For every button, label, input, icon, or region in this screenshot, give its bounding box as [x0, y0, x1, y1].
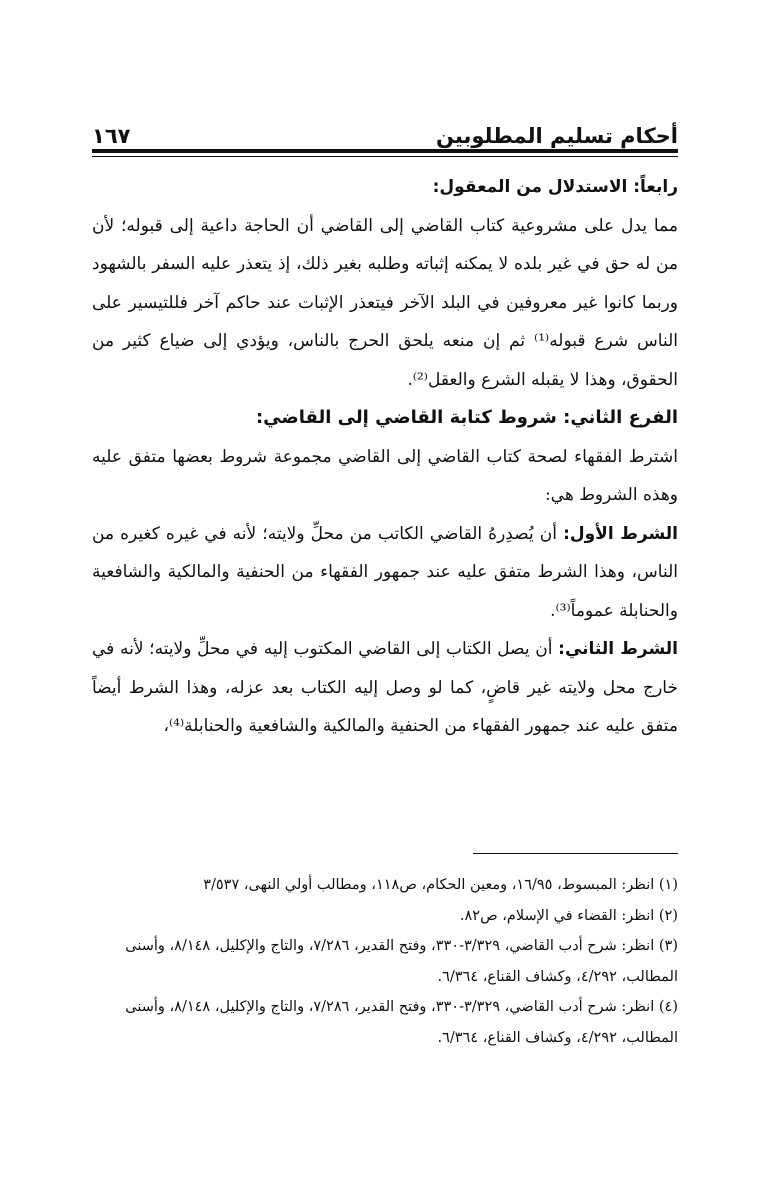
condition-first-label: الشرط الأول:: [563, 523, 678, 544]
running-title: أحكام تسليم المطلوبين: [435, 124, 678, 148]
footnotes: [92, 870, 678, 1053]
condition-second: [92, 630, 678, 746]
section-heading: الفرع الثاني: شروط كتابة القاضي إلى القاضي:: [255, 407, 678, 428]
footnote-1: (١) انظر: المبسوط، ١٦/٩٥، ومعين الحكام، ص١١٨، ومطالب أولي النهى، ٣/٥٣٧: [203, 877, 678, 893]
paragraph-conditions-intro: اشترط الفقهاء لصحة كتاب القاضي إلى القاضي مجموعة شروط بعضها متفق عليه وهذه الشروط هي:: [92, 446, 678, 505]
header-rule-thin: [92, 156, 678, 157]
condition-second-label: الشرط الثاني:: [558, 639, 678, 659]
paragraph-reasoning: مما يدل على مشروعية كتاب القاضي إلى القاضي أن الحاجة داعية إلى قبوله؛ لأن من له حق في غير بلده لا يمكنه إثباته وطلبه بغير ذلك، إذ يتعذر عليه السفر بالشهود وربما كانوا غير معروفين في البلد الآخر فيتعذر الإثبات عند حاكم آخر فللتيسير على الناس شرع قبوله⁽¹⁾ ثم إن منعه يلحق الحرج بالناس، ويؤدي إلى ضياع كثير من الحقوق، وهذا لا يقبله الشرع والعقل⁽²⁾.: [92, 215, 678, 390]
main-text: [92, 168, 678, 746]
running-header: [92, 112, 678, 148]
header-rule-thick: [92, 149, 678, 153]
footnote-4: (٤) انظر: شرح أدب القاضي، ٣/٣٢٩-٣٣٠، وفتح القدير، ٧/٢٨٦، والتاج والإكليل، ٨/١٤٨، وأسنى المطالب، ٤/٢٩٢، وكشاف القناع، ٦/٣٦٤.: [125, 999, 678, 1046]
subsection-heading: رابعاً: الاستدلال من المعقول:: [432, 177, 678, 197]
condition-second-text: أن يصل الكتاب إلى القاضي المكتوب إليه في محلِّ ولايته؛ لأنه في خارج محل ولايته غير قاضٍ، كما لو وصل إليه الكتاب بعد عزله، وهذا الشرط أيضاً متفق عليه عند جمهور الفقهاء من الحنفية والمالكية والشافعية والحنابلة⁽⁴⁾،: [92, 639, 678, 736]
footnote-2: (٢) انظر: القضاء في الإسلام، ص٨٢.: [459, 907, 678, 924]
condition-first: [92, 515, 678, 631]
footnote-3: (٣) انظر: شرح أدب القاضي، ٣/٣٢٩-٣٣٠، وفتح القدير، ٧/٢٨٦، والتاج والإكليل، ٨/١٤٨، وأسنى المطالب، ٤/٢٩٢، وكشاف القناع، ٦/٣٦٤.: [125, 938, 678, 985]
condition-first-text: أن يُصدِرهُ القاضي الكاتب من محلِّ ولايته؛ لأنه في غيره كغيره من الناس، وهذا الشرط متفق عليه عند جمهور الفقهاء من الحنفية والمالكية والشافعية والحنابلة عموماً⁽³⁾.: [92, 523, 678, 621]
page-number: ١٦٧: [92, 124, 131, 148]
footnote-separator: [473, 853, 678, 854]
